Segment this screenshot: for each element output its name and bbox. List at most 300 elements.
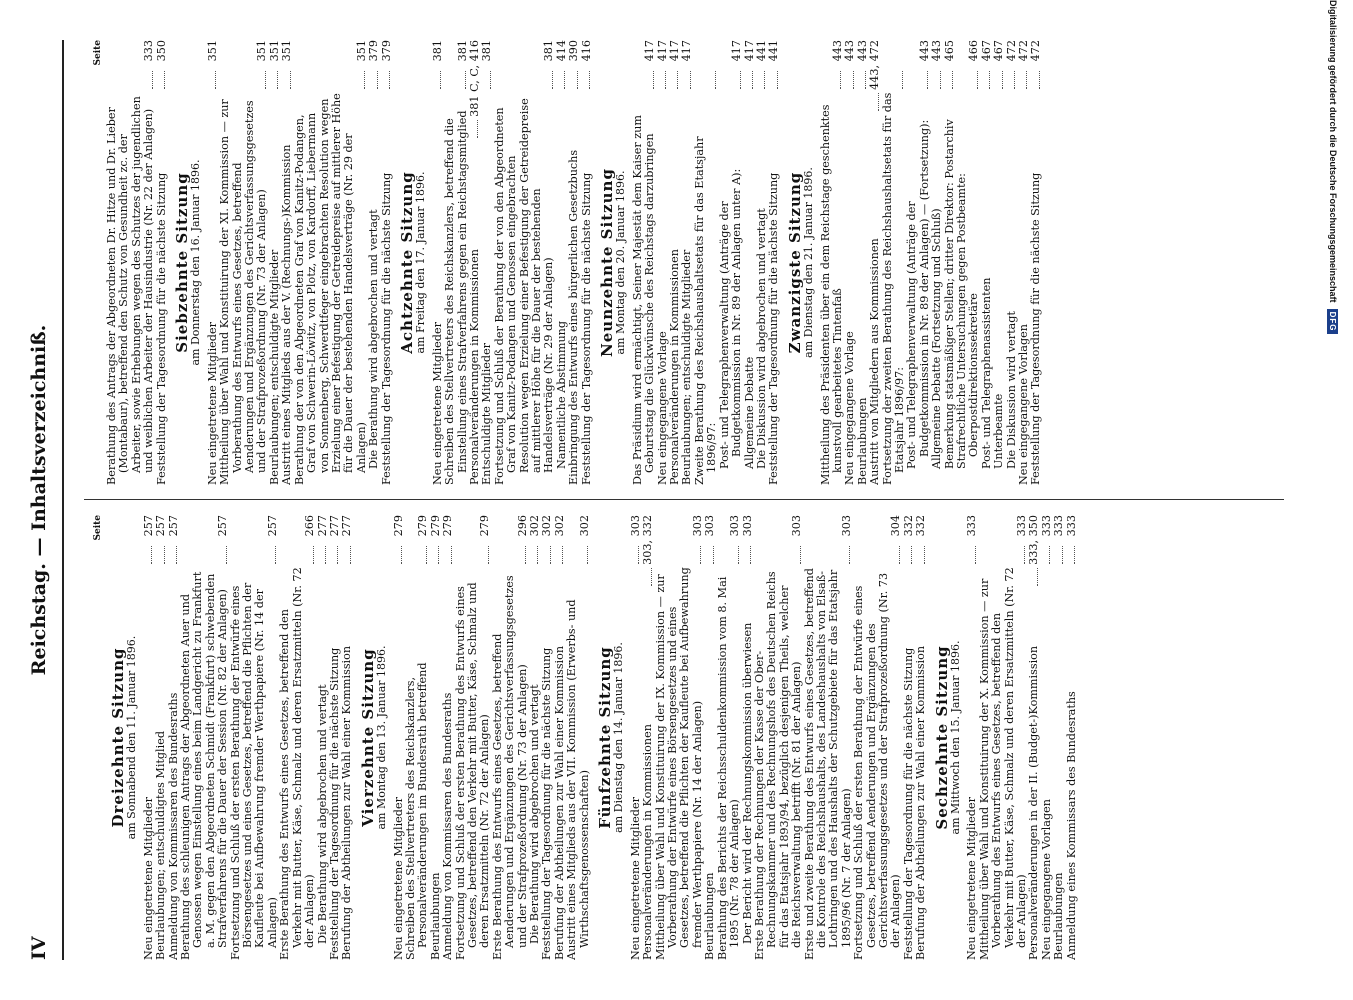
entry-text: Fortsetzung und Schluß der ersten Berathung der Entwürfe eines Börsengesetzes und eines Gesetzes, betreffend die Pflichten der Kaufleute bei Aufbewahrung fremder Werthpapiere (Nr. 14 der Anlagen) [228,582,279,960]
entry-text: Beurlaubungen [1052,872,1066,960]
entry-text: Feststellung der Tagesordnung für die nächste Sitzung [379,172,393,485]
toc-entry [915,515,927,960]
toc-entry [804,515,854,960]
entry-text: Berufung der Abtheilungen zur Wahl einer Kommission [914,645,928,960]
entry-text: Berufung der Abtheilungen zur Wahl einer Kommission [552,645,566,960]
toc-entry [230,515,280,960]
leader-dots [265,71,266,89]
entry-page: 277 [340,515,354,537]
entry-text: Post- und Telegraphenverwaltung (Anträge der Budgetkommission in Nr. 89 der Anlagen unter A): [717,168,744,469]
leader-dots [564,71,565,89]
leader-dots [176,546,177,564]
entry-text: Die Diskussion wird vertagt [1004,311,1018,469]
session-block [596,515,928,960]
leader-dots [151,546,152,564]
leader-dots [587,546,588,564]
entry-text: Allgemeine Debatte [742,356,756,469]
leader-dots [740,71,741,89]
entry-text: Neu eingegangene Vorlage [655,331,669,485]
entry-page: 296 [515,515,529,537]
entry-page: 257 [154,515,168,537]
entry-text: Feststellung der Tagesordnung für die nächste Sitzung [767,172,781,485]
entry-page: 332 [914,515,928,537]
entry-page: 443, 472 [868,40,882,90]
toc-entry [180,515,230,960]
entry-page: 417 [742,40,756,62]
toc-entry [341,515,353,960]
entry-page: 257 [166,515,180,537]
entry-text: Mittheilung des Präsidenten über ein dem Reichstage geschenktes kunstvoll gearbeitetes Tintenfaß [818,104,844,485]
entry-page: 279 [416,515,430,537]
entry-page: 381 [455,40,469,62]
toc-entry [853,515,903,960]
entry-text: Fortsetzung und Schluß der Berathung der von den Abgeordneten Graf von Kanitz-Podangen und Genossen eingebrachten Resolution wegen Erzielung einer Befestigung der Getreidepreise auf mittlerer Höhe für die Dauer der bestehenden Handelsverträge (Nr. 29 der Anlagen) [492,98,556,485]
toc-entry [632,40,657,485]
entry-text: Erste Berathung des Entwurfs eines Gesetzes, betreffend den Verkehr mit Butter, Käse, Schmalz und deren Ersatzmitteln (Nr. 72 der Anlagen) [278,567,317,960]
entry-text: Die Berathung wird abgebrochen und vertagt [367,209,381,469]
toc-entry [869,40,881,485]
session-date: am Montag den 20. Januar 1896. [614,170,628,355]
toc-entry [219,40,269,485]
leader-dots [638,546,639,564]
leader-dots [525,546,526,564]
session-date: am Dienstag den 14. Januar 1896. [612,642,626,833]
entry-page: 277 [327,515,341,537]
entry-text: Strafrechtliche Untersuchungen gegen Postbeamte: Oberpostdirektionssekretäre [955,173,981,469]
leader-dots [164,71,165,89]
leader-dots [426,546,427,564]
entry-page: 350 [154,40,168,62]
entry-page: 333 [965,515,979,537]
entry-text: Anmeldung eines Kommissars des Bundesraths [1064,691,1078,960]
toc-entry [681,40,693,485]
entry-page: 257 [216,515,230,537]
leader-dots [738,546,739,564]
leader-dots [752,71,753,89]
session-date: am Mittwoch den 15. Januar 1896. [949,640,962,835]
toc-entry [956,40,981,485]
entry-page: 417 [643,40,657,62]
leader-dots [1026,71,1027,89]
entry-text: Feststellung der Tagesordnung für die nächste Sitzung [901,647,915,960]
leader-dots [865,71,866,89]
session-date: am Sonnabend den 11. Januar 1896. [125,635,139,840]
entry-text: Berathung des Berichts der Reichsschuldenkommission vom 8. Mai 1895 (Nr. 78 der Anlagen) [715,576,742,960]
credit-text: Digitalisierung gefördert durch die Deutsche Forschungsgemeinschaft [1328,0,1338,303]
entry-page: 381 [480,40,494,62]
seite-label: Seite [93,40,103,66]
session-block [173,40,393,485]
entry-page: 277 [315,515,329,537]
leader-dots [989,71,990,89]
entry-text: Fortsetzung der zweiten Berathung des Reichshaushaltsetats für das Etatsjahr 1896/97: [880,92,906,485]
entry-text: Austritt eines Mitglieds aus der V. (Rechnungs-)Kommission [280,144,294,485]
entry-page: 381 C, C, 416 [467,40,481,117]
leader-dots [577,71,578,89]
leader-dots [911,546,912,564]
entry-text: Berufung der Abtheilungen zur Wahl einer Kommission [340,645,354,960]
entry-page: 443 [917,40,931,62]
leader-dots [438,546,439,564]
session-title: Vierzehnte Sitzung [358,648,377,827]
entry-text: Personalveränderungen in Kommissionen [668,249,682,485]
leader-dots [1049,546,1050,564]
digitization-credit [1325,0,1353,1000]
toc-entry [1066,515,1078,960]
session-block [598,40,781,485]
toc-entry [906,40,931,485]
entry-text: Neu eingegangene Vorlagen [1039,799,1053,960]
entry-page: 351 [255,40,269,62]
entry-text: Die Diskussion wird abgebrochen und vertagt [754,208,768,469]
session-title: Dreizehnte Sitzung [109,647,127,828]
leader-dots [690,71,691,89]
entry-text: Erste Berathung der Rechnungen der Kasse der Ober-Rechnungskammer und des Rechnungshofs des Deutschen Reichs für das Etatsjahr 1893/94, bezüglich desjenigen Theils, welcher die Reichsverwaltung betrifft (Nr. 81 der Anlagen) [752,571,804,960]
leader-dots [849,546,850,564]
toc-entry [281,40,293,485]
toc-entry [754,515,804,960]
entry-page: 266 [303,515,317,537]
entry-page: 302 [540,515,554,537]
toc-entry [768,40,780,485]
leader-dots [1014,71,1015,89]
leader-dots [651,568,652,586]
session-block [785,40,1043,485]
entry-page: 441 [754,40,768,62]
session-date: am Donnerstag den 16. Januar 1896. [189,159,203,366]
entry-page: 379 [367,40,381,62]
entry-text: Post- und Telegraphenverwaltung (Anträge der Budgetkommission in Nr. 89 der Anlagen) — (Fortsetzung): [905,119,931,469]
leader-dots [325,546,326,564]
leader-dots [713,546,714,564]
entry-text: Berathung der von den Abgeordneten Graf von Kanitz-Podangen, Graf von Schwerin-Löwitz, von Plotz, von Kardorff, Liebermann von Sonnenberg, Schwerdtfeger eingebrachten Resolution wegen Erzielung einer Befestigung der Getreidepreise auf mittlerer Höhe für die Dauer der bestehenden Handelsverträge (Nr. 29 der Anlagen) [292,93,368,485]
toc-entry [581,40,593,485]
entry-page: 414 [554,40,568,62]
entry-page: 303, 332 [641,515,655,565]
entry-page: 443 [830,40,844,62]
entry-page: 381 [542,40,556,62]
entry-text: Schreiben des Stellvertreters des Reichskanzlers, betreffend die Einstellung eines Strafverfahrens gegen ein Reichstagsmitglied [443,110,469,485]
entry-page: 441 [767,40,781,62]
leader-dots [924,546,925,564]
entry-text: Beurlaubungen; entschuldigte Mitglieder [267,249,281,485]
leader-dots [290,71,291,89]
entry-page: 333 [1039,515,1053,537]
toc-entry [1028,515,1040,960]
leader-dots [552,71,553,89]
entry-page: 443 [930,40,944,62]
entry-page: 443 [843,40,857,62]
toc-entry [694,40,719,485]
entry-text: Unterbeamte [992,393,1006,469]
leader-dots [853,71,854,89]
entry-page: 381 [430,40,444,62]
entry-text: Neu eingetretene Mitglieder [205,322,219,485]
leader-dots [389,71,390,89]
leader-dots [927,71,928,89]
entry-page: 417 [668,40,682,62]
entry-text: Beurlaubungen [703,872,717,960]
leader-dots [550,546,551,564]
entry-page: 303 [740,515,754,537]
toc-entry [844,40,856,485]
session-block [397,40,593,485]
leader-dots [277,71,278,89]
entry-text: Feststellung der Tagesordnung für die nächste Sitzung [1029,172,1043,485]
leader-dots [977,71,978,89]
toc-entry [979,515,1029,960]
entry-text: Mittheilung über Wahl und Konstituirung der XI. Kommission — zur Vorberathung des Entwurfs eines Gesetzes, betreffend Aenderungen und Ergänzungen des Gerichtsverfassungsgesetzes und der Strafprozeßordnung (Nr. 73 der Anlagen) [218,99,269,485]
entry-page: 390 [567,40,581,62]
entry-text: Neu eingetretene Mitglieder [141,797,155,960]
entry-text: Beurlaubungen [428,872,442,960]
leader-dots [715,71,716,89]
leader-dots [677,71,678,89]
entry-page: 466 [967,40,981,62]
leader-dots [700,546,701,564]
session-title: Neunzehnte Sitzung [598,168,617,357]
session-date: am Dienstag den 21. Januar 1896. [802,167,816,358]
toc-entry [719,40,744,485]
toc-entry [494,40,556,485]
entry-text: Austritt eines Mitglieds aus der VII. Kommission (Erwerbs- und Wirthschaftsgenossenschaften) [565,599,591,960]
toc-entry [882,40,907,485]
entry-page: 472 [1017,40,1031,62]
entry-text: Anmeldung von Kommissaren des Bundesraths [441,692,455,960]
entry-page: 332 [901,515,915,537]
leader-dots [840,71,841,89]
session-title: Siebzehnte Sitzung [173,172,192,353]
entry-page: 302 [528,515,541,537]
leader-dots [878,93,879,111]
toc-entry [568,40,580,485]
entry-text: Fortsetzung und Schluß der ersten Berathung der Entwürfe eines Gesetzes, betreffend Aenderungen und Ergänzungen des Gerichtsverfassungsgesetzes und der Strafprozeßordnung (Nr. 73 der Anlagen) [852,572,903,960]
session-title: Sechzehnte Sitzung [932,645,951,830]
leader-dots [440,71,441,89]
entry-text: Neu eingegangene Vorlagen [1017,324,1031,485]
entry-page: 467 [979,40,993,62]
entry-text: Erste und zweite Berathung des Entwurfs eines Gesetzes, betreffend die Kontrole des Reichshaushalts, des Landeshaushalts von Elsaß-Lothringen und des Haushalts der Schutzgebiete für das Etatsjahr 1895/96 (Nr. 7 der Anlagen) [802,568,853,960]
toc-entry [931,40,943,485]
entry-page: 416 [579,40,593,62]
toc-entry [405,515,430,960]
entry-page: 333 [142,40,156,62]
leader-dots [952,71,953,89]
entry-text: Schreiben des Stellvertreters des Reichskanzlers, Personalveränderungen im Bundesrath betreffend [403,662,430,960]
entry-page: 279 [428,515,442,537]
entry-page: 467 [992,40,1006,62]
leader-dots [313,546,314,564]
entry-text: Neu eingegangene Vorlage [843,331,857,485]
entry-text: Der Bericht wird der Rechnungskommission überwiesen [740,622,754,944]
entry-text: Mittheilung über Wahl und Konstituirung der X. Kommission — zur Vorberathung des Entwurfs eines Gesetzes, betreffend den Verkehr mit Butter, Käse, Schmalz und deren Ersatzmitteln (Nr. 72 der Anlagen) [977,567,1029,960]
toc-entry [442,515,454,960]
entry-text: Feststellung der Tagesordnung für die nächste Sitzung [154,172,168,485]
entry-page: 303 [839,515,853,537]
seite-label: Seite [93,515,103,541]
session-block [106,40,168,485]
leader-dots [275,546,276,564]
toc-entry [1030,40,1042,485]
leader-dots [215,71,216,89]
entry-page: 303 [790,515,804,537]
leader-dots [477,120,478,138]
entry-text: Fortsetzung und Schluß der ersten Berathung des Entwurfs eines Gesetzes, betreffend den Verkehr mit Butter, Käse, Schmalz und deren Ersatzmitteln (Nr. 72 der Anlagen) [453,582,492,960]
entry-page: 472 [1004,40,1018,62]
leader-dots [1002,71,1003,89]
entry-text: Zweite Berathung des Reichshaushaltsetats für das Etatsjahr 1896/97: [692,136,719,485]
entry-text: Neu eingetretene Mitglieder [430,322,444,485]
entry-text: Feststellung der Tagesordnung für die nächste Sitzung [579,172,593,485]
toc-entry [368,40,380,485]
entry-text: Personalveränderungen in Kommissionen [467,249,481,485]
entry-text: Berathung des Antrags der Abgeordneten Dr. Hitze und Dr. Lieber (Montabaur), betreffend den Schutz von Gesundheit zc. der Arbeiter, sowie Erhebungen wegen des Schutzes der jugendlichen und weiblichen Arbeiter der Hausindustrie (Nr. 22 der Anlagen) [105,96,156,485]
leader-dots [562,546,563,564]
entry-text: Beurlaubungen [855,397,869,485]
entry-page: 465 [942,40,956,62]
toc-entry [155,515,167,960]
page-title: Reichstag. — Inhaltsverzeichniß. [28,324,50,676]
entry-text: Einbringung des Entwurfs eines bürgerlichen Gesetzbuchs [567,149,581,485]
leader-dots [764,71,765,89]
entry-text: Austritt von Mitgliedern aus Kommissionen [868,238,882,485]
leader-dots [377,71,378,89]
leader-dots [1062,546,1063,564]
entry-text: Die Berathung wird abgebrochen und vertagt [315,684,329,944]
toc-entry [566,515,591,960]
entry-page: 333 [1064,515,1078,537]
entry-page: 279 [391,515,405,537]
toc-entry [381,40,393,485]
session-block [109,515,354,960]
leader-dots [800,546,801,564]
entry-text: Beurlaubungen; entschuldigte Mitglieder [680,249,694,485]
entry-page: 304 [889,515,903,537]
entry-page: 351 [267,40,281,62]
entry-text: Allgemeine Debatte (Fortsetzung und Schluß) [930,208,944,469]
entry-page: 279 [441,515,455,537]
leader-dots [665,71,666,89]
toc-entry [294,40,368,485]
toc-entry [279,515,316,960]
dfg-logo: DFG [1328,309,1339,335]
leader-dots [488,546,489,564]
toc-entry [820,40,845,485]
entry-page: 351 [354,40,368,62]
toc-entry [541,515,553,960]
entry-page: 417 [730,40,744,62]
entry-text: Neu eingetretene Mitglieder [391,797,405,960]
entry-text: Personalveränderungen in Kommissionen [641,724,655,960]
entry-text: Anmeldung von Kommissaren des Bundesraths [166,692,180,960]
session-date: am Montag den 13. Januar 1896. [375,645,389,830]
header-rule [62,40,64,960]
toc-entry [444,40,469,485]
toc-entry [655,515,705,960]
toc-entry [156,40,168,485]
entry-text: Personalveränderungen in der II. (Budget-)Kommission [1027,645,1041,960]
entry-page: 279 [478,515,492,537]
entry-page: 417 [655,40,669,62]
entry-text: Post- und Telegraphenassistenten [979,277,993,469]
entry-page: 303 [728,515,742,537]
session-date: am Freitag den 17. Januar 1896. [414,171,428,354]
leader-dots [350,546,351,564]
leader-dots [750,546,751,564]
leader-dots [899,546,900,564]
page-number: IV [28,936,50,960]
entry-page: 333 [1052,515,1066,537]
leader-dots [337,546,338,564]
leader-dots [589,71,590,89]
entry-text: Feststellung der Tagesordnung für die nächste Sitzung [327,647,341,960]
entry-page: 303 [690,515,704,537]
right-column [92,40,1282,485]
leader-dots [777,71,778,89]
running-head [22,40,62,960]
toc-entry [717,515,742,960]
entry-page: 333 [1015,515,1029,537]
toc-entry [481,40,493,485]
left-column [92,515,1282,960]
entry-text: Bemerkung statsmäßiger Stellen; dritter Direktor: Postarchiv [942,119,956,469]
session-block [932,515,1078,960]
leader-dots [490,71,491,89]
leader-dots [1074,546,1075,564]
session-block [358,515,591,960]
leader-dots [653,71,654,89]
leader-dots [226,546,227,564]
toc-entry [704,515,716,960]
leader-dots [152,71,153,89]
entry-text: Namentliche Abstimmung [554,320,568,469]
entry-text: Die Berathung wird abgebrochen und vertagt [528,684,541,944]
leader-dots [1039,71,1040,89]
entry-page: 302 [552,515,566,537]
leader-dots [451,546,452,564]
entry-text: Entschuldigte Mitglieder [480,342,494,485]
column-divider [84,499,1284,500]
entry-text: Beurlaubungen; entschuldigtes Mitglied [154,731,168,960]
leader-dots [902,71,903,89]
leader-dots [465,71,466,89]
leader-dots [537,546,538,564]
entry-text: Erste Berathung des Entwurfs eines Gesetzes, betreffend Aenderungen und Ergänzungen des Gerichtsverfassungsgesetzes und der Strafprozeßordnung (Nr. 73 der Anlagen) [490,575,529,960]
entry-text: Feststellung der Tagesordnung für die nächste Sitzung [540,647,554,960]
entry-text: Neu eingetretene Mitglieder [965,797,979,960]
entry-page: 303 [703,515,717,537]
toc-entry [106,40,156,485]
entry-page: 303 [628,515,642,537]
leader-dots [940,71,941,89]
toc-entry [492,515,529,960]
entry-text: Mittheilung über Wahl und Konstituirung der IX. Kommission — zur Vorberathung der Entwürfe eines Börsengesetzes und eines Gesetzes, betreffend die Pflichten der Kaufleute bei Aufbewahrung fremder Werthpapiere (Nr. 14 der Anlagen) [653,567,704,960]
entry-text: Das Präsidium wird ermächtigt, Seiner Majestät dem Kaiser zum Geburtstag die Glückwünsche des Reichstags darzubringen [630,115,657,485]
leader-dots [364,71,365,89]
entry-page: 417 [680,40,694,62]
session-title: Fünfzehnte Sitzung [596,646,615,829]
leader-dots [1037,568,1038,586]
toc-entry [642,515,654,960]
entry-page: 257 [141,515,155,537]
toc-entry [455,515,492,960]
toc-entry [1053,515,1065,960]
entry-page: 379 [379,40,393,62]
entry-page: 351 [205,40,219,62]
entry-page: 257 [265,515,279,537]
entry-page: 443 [855,40,869,62]
leader-dots [975,546,976,564]
